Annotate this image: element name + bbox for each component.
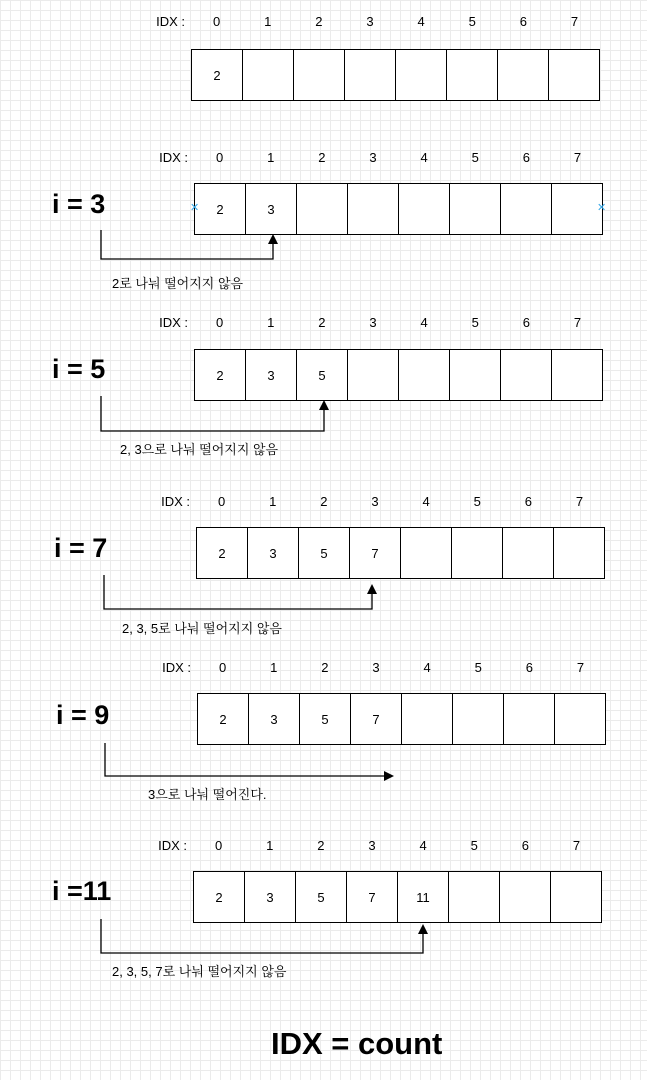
- index-number: 6: [522, 150, 530, 165]
- index-number: 2: [315, 14, 323, 29]
- index-number: 7: [576, 660, 585, 675]
- index-number: 0: [215, 150, 224, 165]
- arrow-i11: [101, 919, 423, 953]
- divisibility-note: 2, 3, 5로 나눠 떨어지지 않음: [122, 621, 282, 636]
- index-number: 4: [417, 14, 425, 29]
- index-number: 1: [267, 315, 275, 330]
- idx-label: IDX :: [159, 315, 188, 330]
- arrow-i5: [101, 396, 324, 431]
- index-number: 2: [318, 315, 326, 330]
- array-cell: 2: [195, 350, 246, 400]
- array-cell: 7: [351, 694, 402, 744]
- index-number: 3: [369, 150, 377, 165]
- index-number: 2: [317, 838, 325, 853]
- array-cell: 5: [296, 872, 347, 922]
- array-cell: 11: [398, 872, 449, 922]
- index-number: 5: [471, 315, 479, 330]
- index-number: 3: [368, 838, 376, 853]
- i-label: i = 9: [56, 700, 110, 730]
- array-cell: 5: [300, 694, 351, 744]
- arrow-i7: [104, 575, 372, 609]
- array-cell: 3: [248, 528, 299, 578]
- index-number: 3: [371, 494, 379, 509]
- index-number: 6: [524, 494, 532, 509]
- idx-label: IDX :: [162, 660, 191, 675]
- index-number: 5: [474, 660, 482, 675]
- index-number: 4: [423, 660, 431, 675]
- array-cell: 7: [347, 872, 398, 922]
- divisibility-note: 2, 3으로 나눠 떨어지지 않음: [120, 442, 279, 457]
- index-number: 5: [473, 494, 481, 509]
- array-cell: 3: [245, 872, 296, 922]
- array-cell: 7: [350, 528, 401, 578]
- index-number: 0: [212, 14, 221, 29]
- index-number: 0: [217, 494, 226, 509]
- index-number: 1: [270, 660, 278, 675]
- index-number: 6: [522, 315, 530, 330]
- index-number: 7: [573, 315, 582, 330]
- index-number: 2: [318, 150, 326, 165]
- array-cell: 3: [246, 184, 297, 234]
- index-number: 1: [269, 494, 277, 509]
- index-number: 2: [320, 494, 328, 509]
- index-number: 5: [470, 838, 478, 853]
- index-number: 4: [420, 315, 428, 330]
- index-number: 3: [369, 315, 377, 330]
- index-number: 7: [575, 494, 584, 509]
- index-number: 1: [267, 150, 275, 165]
- idx-label: IDX :: [161, 494, 190, 509]
- index-number: 4: [419, 838, 427, 853]
- i-label: i = 7: [54, 533, 108, 563]
- idx-label: IDX :: [159, 150, 188, 165]
- idx-label: IDX :: [156, 14, 185, 29]
- selection-handle-left[interactable]: ✕: [190, 202, 200, 214]
- index-number: 5: [468, 14, 476, 29]
- arrow-i9: [105, 743, 392, 776]
- index-number: 5: [471, 150, 479, 165]
- divisibility-note: 2, 3, 5, 7로 나눠 떨어지지 않음: [112, 964, 287, 979]
- divisibility-note: 2로 나눠 떨어지지 않음: [112, 276, 244, 291]
- index-number: 7: [572, 838, 581, 853]
- footer-formula: IDX = count: [271, 1026, 443, 1061]
- array-cell: 2: [195, 184, 246, 234]
- array-cell: 5: [297, 350, 348, 400]
- array-cell: 2: [194, 872, 245, 922]
- index-number: 3: [366, 14, 374, 29]
- index-number: 6: [525, 660, 533, 675]
- array-cell: 3: [249, 694, 300, 744]
- array-cell: 3: [246, 350, 297, 400]
- index-number: 1: [266, 838, 274, 853]
- index-number: 4: [422, 494, 430, 509]
- index-number: 3: [372, 660, 380, 675]
- selection-handle-right[interactable]: ✕: [597, 202, 607, 214]
- array-cell: 2: [198, 694, 249, 744]
- array-cell: 2: [197, 528, 248, 578]
- i-label: i = 3: [52, 189, 106, 219]
- arrow-i3: [101, 230, 273, 259]
- index-number: 0: [218, 660, 227, 675]
- index-number: 6: [521, 838, 529, 853]
- idx-label: IDX :: [158, 838, 187, 853]
- index-number: 7: [573, 150, 582, 165]
- i-label: i =11: [52, 876, 112, 906]
- index-number: 6: [519, 14, 527, 29]
- index-number: 4: [420, 150, 428, 165]
- i-label: i = 5: [52, 354, 106, 384]
- divisibility-note: 3으로 나눠 떨어진다.: [148, 787, 267, 802]
- index-number: 0: [214, 838, 223, 853]
- index-number: 0: [215, 315, 224, 330]
- array-cell: 5: [299, 528, 350, 578]
- index-number: 1: [264, 14, 272, 29]
- array-cell: 2: [192, 50, 243, 100]
- index-number: 2: [321, 660, 329, 675]
- index-number: 7: [570, 14, 579, 29]
